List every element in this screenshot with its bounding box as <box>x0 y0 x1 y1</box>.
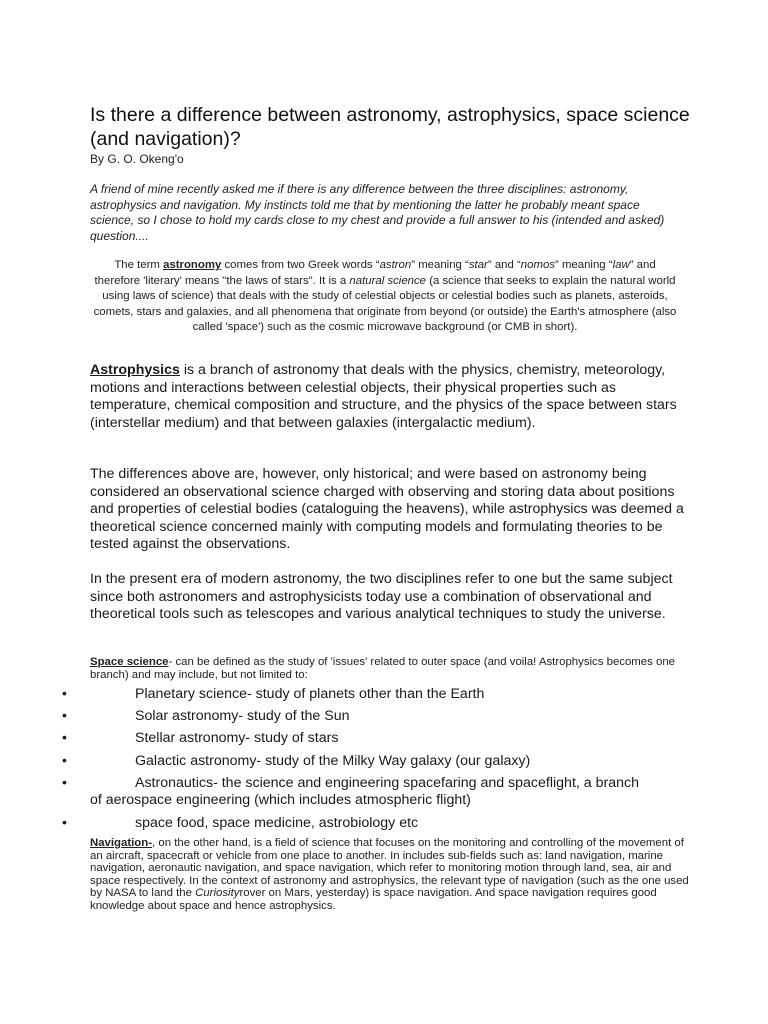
present-era-paragraph: In the present era of modern astronomy, the two disciplines refer to one but the same subject since both astronomers and astrophysicists today use a combination of observational and theoretical tools such as telescopes and various analytical techniques to study the universe. <box>90 571 673 623</box>
space-science-paragraph <box>90 656 690 681</box>
astronomy-text-4: ” and “ <box>487 259 521 271</box>
law-word: law <box>612 259 630 271</box>
navigation-term: Navigation- <box>90 837 153 849</box>
astronomy-text-5: ” meaning “ <box>554 259 613 271</box>
list-item-continuation: of aerospace engineering (which includes atmospheric flight) <box>90 792 471 809</box>
intro-paragraph: A friend of mine recently asked me if there is any difference between the three disciplines: astronomy, astrophysics and navigation. My instincts told me that by mentioning the latter he probably meant space science, so I chose to hold my cards close to my chest and provide a full answer to his (intended and asked) question.... <box>90 182 665 243</box>
list-item-text: Solar astronomy- study of the Sun <box>135 708 350 725</box>
list-item-text: Planetary science- study of planets other than the Earth <box>135 686 485 702</box>
bullet-icon: • <box>62 752 67 769</box>
astrophysics-text: is a branch of astronomy that deals with the physics, chemistry, meteorology, motions and interactions between celestial objects, their physical properties such as temperature, chemical composition and structure, and the physics of the space between stars (interstellar medium) and that between galaxies (intergalactic medium). <box>90 362 677 431</box>
list-item <box>60 686 680 704</box>
list-item <box>60 753 680 771</box>
list-item-text: Astronautics- the science and engineering spacefaring and spaceflight, a branch <box>135 774 639 791</box>
bullet-icon: • <box>62 708 67 725</box>
navigation-text-2: rover on Mars, yesterday) is space navigation. And space navigation requires good knowledge about space and hence astrophysics. <box>90 887 657 912</box>
bullet-icon: • <box>62 774 67 791</box>
differences-paragraph: The differences above are, however, only historical; and were based on astronomy being considered an observational science charged with observing and storing data about positions and properties of celestial bodies (cataloguing the heavens), while astrophysics was deemed a theoretical science concerned mainly with computing models and formulating theories to be tested against the observations. <box>90 466 684 553</box>
astrophysics-paragraph <box>90 362 690 432</box>
space-science-list <box>60 686 680 837</box>
curiosity-term: Curiosity <box>195 887 240 900</box>
article-title: Is there a difference between astronomy, astrophysics, space science (and navigation)? <box>90 104 690 150</box>
list-item <box>60 815 680 833</box>
astrophysics-term: Astrophysics <box>90 362 180 378</box>
bullet-icon: • <box>62 730 67 747</box>
list-item <box>60 708 680 726</box>
astronomy-text-6: ” and therefore 'literary' means "the laws of stars". It is a <box>94 259 656 287</box>
navigation-text-1: , on the other hand, is a field of science that focuses on the monitoring and controlling of the movement of an aircraft, spacecraft or vehicle from one place to another. In includes sub-fields such as: land navigation, marine navigation, aeronautic navigation, and space navigation, which refer to monitoring motion through land, sea, air and space respectively. In the context of astronomy and astrophysics, the relevant type of navigation (such as the one used by NASA to land the <box>90 837 689 900</box>
list-item-text: Galactic astronomy- study of the Milky Way galaxy (our galaxy) <box>135 752 531 769</box>
navigation-paragraph <box>90 837 690 913</box>
nomos-word: nomos <box>520 259 555 271</box>
astronomy-text-7: (a science that seeks to explain the natural world using laws of science) that deals with the study of celestial objects or celestial bodies such as planets, asteroids, comets, stars and galaxies, and all phenomena that originate from beyond (or outside) the Earth's atmosphere (also called 'space') such as the cosmic microwave background (or CMB in short). <box>93 274 677 333</box>
bullet-icon: • <box>62 814 67 831</box>
natural-science-term: natural science <box>349 274 427 287</box>
astronomy-definition <box>90 258 680 336</box>
list-item-text: Stellar astronomy- study of stars <box>135 730 339 747</box>
astronomy-text-3: ” meaning “ <box>411 259 469 271</box>
bullet-icon: • <box>62 686 67 702</box>
author-byline: By G. O. Okeng'o <box>90 152 184 166</box>
list-item <box>60 775 680 810</box>
astronomy-text-1: The term <box>114 259 164 271</box>
list-item <box>60 730 680 748</box>
space-science-term: Space science <box>90 656 169 668</box>
space-science-text: - can be defined as the study of 'issues' related to outer space (and voila! Astrophysics becomes one branch) and may include, but not limited to: <box>90 656 675 681</box>
star-word: star <box>468 259 488 271</box>
astronomy-term: astronomy <box>163 259 222 271</box>
list-item-text: space food, space medicine, astrobiology etc <box>135 814 419 831</box>
astronomy-text-2: comes from two Greek words “ <box>221 259 380 271</box>
astron-word: astron <box>379 259 412 271</box>
